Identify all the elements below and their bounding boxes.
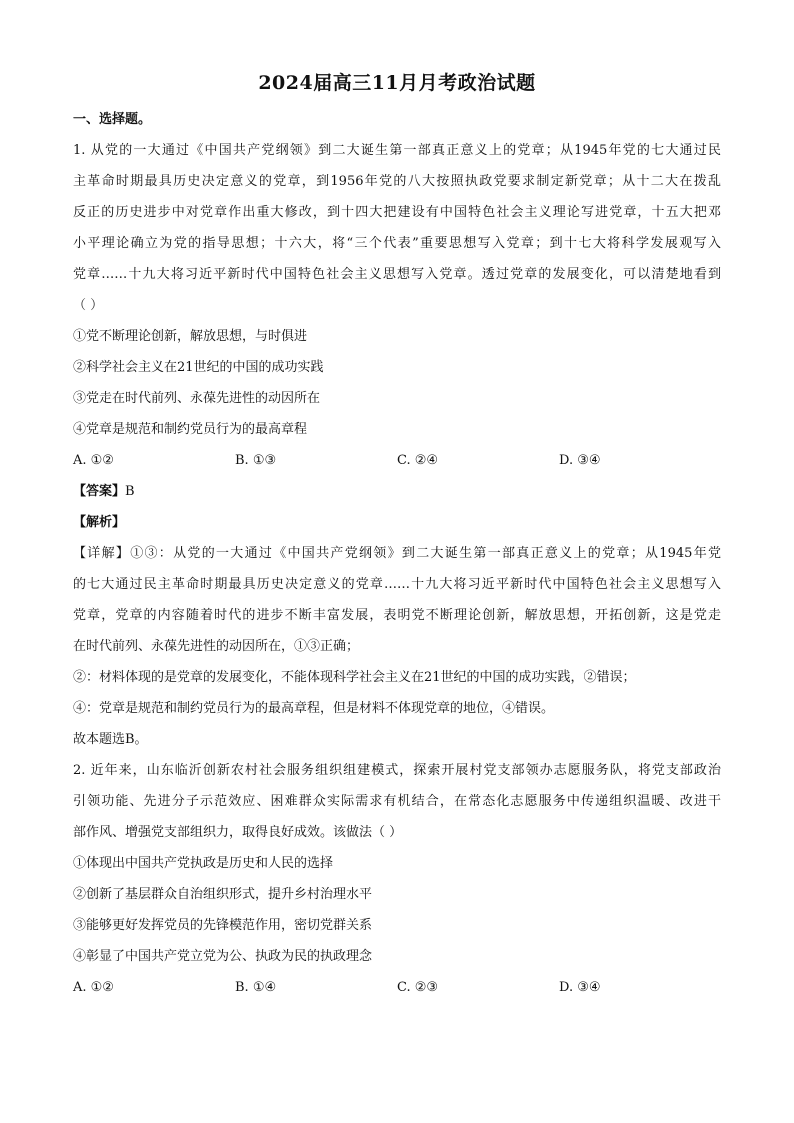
question-1-option-b: B. ①③ — [235, 453, 277, 468]
question-2-statement: ③能够更好发挥党员的先锋模范作用，密切党群关系 — [73, 918, 373, 933]
question-2-option-a: A. ①② — [73, 980, 114, 995]
question-2-options — [73, 972, 721, 1003]
document-body — [73, 104, 721, 1003]
question-1-stem-line: 党章……十九大将习近平新时代中国特色社会主义思想写入党章。透过党章的发展变化，可以清楚地看到 — [73, 267, 721, 282]
question-1-option-d: D. ③④ — [559, 453, 601, 468]
question-1-stem-line: 小平理论确立为党的指导思想；十六大，将“三个代表”重要思想写入党章；到十七大将科学发展观写入 — [73, 236, 721, 251]
question-1-answer — [73, 476, 721, 507]
question-1-stem-line: 主革命时期最具历史决定意义的党章，到1956年党的八大按照执政党要求制定新党章；从十二大在拨乱 — [73, 174, 721, 189]
detail-line: ④：党章是规范和制约党员行为的最高章程，但是材料不体现党章的地位，④错误。 — [73, 701, 555, 716]
answer-value: B — [125, 484, 135, 499]
detail-line: ②：材料体现的是党章的发展变化，不能体现科学社会主义在21世纪的中国的成功实践，②错误； — [73, 670, 636, 685]
question-2-statement: ④彰显了中国共产党立党为公、执政为民的执政理念 — [73, 949, 373, 964]
question-2-stem-line: 引领功能、先进分子示范效应、困难群众实际需求有机结合，在常态化志愿服务中传递组织温暖、改进干 — [73, 794, 721, 809]
detail-line: 在时代前列、永葆先进性的动因所在，①③正确； — [73, 639, 360, 654]
question-1-options — [73, 445, 721, 476]
detail-conclusion: 故本题选B。 — [73, 732, 148, 747]
question-1-option-c: C. ②④ — [397, 453, 439, 468]
question-1-statement: ④党章是规范和制约党员行为的最高章程 — [73, 422, 308, 437]
question-1-statement: ②科学社会主义在21世纪的中国的成功实践 — [73, 360, 324, 375]
question-1-answer-bracket: （ ） — [73, 298, 104, 313]
question-1 — [73, 135, 721, 755]
question-2-statement: ①体现出中国共产党执政是历史和人民的选择 — [73, 856, 334, 871]
question-1-stem-line: 反正的历史进步中对党章作出重大修改，到十四大把建设有中国特色社会主义理论写进党章，十五大把邓 — [73, 205, 721, 220]
question-2-stem-line: 部作风、增强党支部组织力，取得良好成效。该做法（ ） — [73, 825, 403, 840]
question-1-option-a: A. ①② — [73, 453, 114, 468]
question-1-statement: ①党不断理论创新，解放思想，与时俱进 — [73, 329, 308, 344]
analysis-label: 【解析】 — [73, 515, 126, 530]
question-1-stem-line: 1. 从党的一大通过《中国共产党纲领》到二大诞生第一部真正意义上的党章；从1945年党的七大通过民 — [73, 143, 721, 158]
question-2-statement: ②创新了基层群众自治组织形式，提升乡村治理水平 — [73, 887, 373, 902]
question-2-option-d: D. ③④ — [559, 980, 601, 995]
detail-line: 【详解】①③：从党的一大通过《中国共产党纲领》到二大诞生第一部真正意义上的党章；从1945年党 — [73, 546, 721, 561]
detail-line: 党章，党章的内容随着时代的进步不断丰富发展，表明党不断理论创新，解放思想，开拓创新，这是党走 — [73, 608, 721, 623]
question-1-statement: ③党走在时代前列、永葆先进性的动因所在 — [73, 391, 321, 406]
question-2-option-c: C. ②③ — [397, 980, 439, 995]
question-2 — [73, 755, 721, 1003]
question-2-option-b: B. ①④ — [235, 980, 277, 995]
page-title: 2024届高三11月月考政治试题 — [258, 72, 536, 94]
question-2-stem-line: 2. 近年来，山东临沂创新农村社会服务组织组建模式，探索开展村党支部领办志愿服务队，将党支部政治 — [73, 763, 721, 778]
answer-label: 【答案】 — [73, 484, 126, 499]
detail-line: 的七大通过民主革命时期最具历史决定意义的党章……十九大将习近平新时代中国特色社会主义思想写入 — [73, 577, 721, 592]
section-heading: 一、选择题。 — [73, 112, 152, 127]
